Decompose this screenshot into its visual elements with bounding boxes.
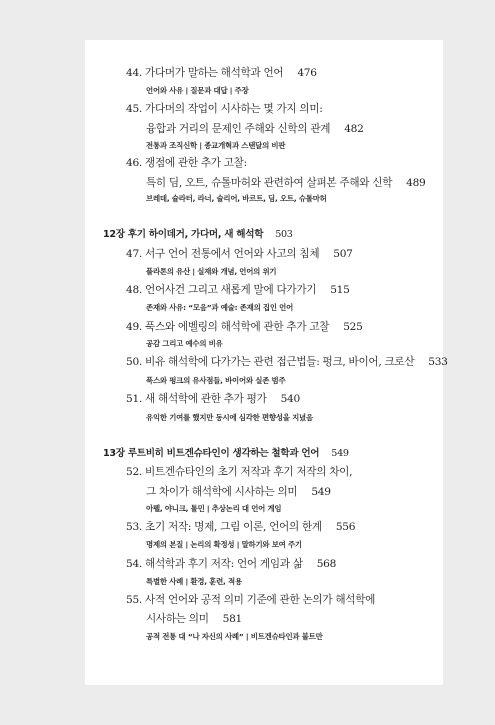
section-entry	[126, 158, 261, 169]
section-entry	[126, 322, 363, 333]
entry-title: 존재와 사유: “모음”과 예술: 존재의 집인 언어	[146, 303, 294, 312]
section-entry	[126, 559, 336, 570]
section-keywords	[146, 377, 285, 384]
entry-title: 특히 딤, 오트, 슈톨마허와 관련하여 살펴본 주해와 신학	[146, 177, 393, 189]
section-entry	[146, 124, 364, 135]
section-entry	[126, 104, 337, 115]
entry-title: 52. 비트겐슈타인의 초기 저작과 후기 저작의 차이,	[126, 466, 353, 478]
entry-title: 공적 전통 대 “나 자신의 사례” | 비트겐슈타인과 불트만	[146, 632, 323, 641]
page-number: 549	[331, 448, 349, 459]
entry-title: 그 차이가 해석학에 시사하는 의미	[146, 486, 298, 498]
section-keywords	[146, 505, 281, 512]
section-keywords	[146, 633, 323, 640]
section-entry	[126, 285, 350, 296]
page-number: 476	[297, 67, 317, 79]
entry-title: 13장 루트비히 비트겐슈타인이 생각하는 철학과 언어	[103, 448, 320, 459]
entry-title: 전통과 조직신학 | 종교개혁과 스탠달의 비판	[146, 141, 286, 150]
section-keywords	[146, 304, 293, 311]
page-number: 489	[406, 177, 426, 189]
entry-title: 48. 언어사건 그리고 새롭게 말에 다가가기	[126, 284, 317, 296]
entry-title: 언어와 사유 | 질문과 대답 | 주장	[146, 86, 249, 95]
chapter-heading	[103, 449, 349, 459]
page-number: 549	[311, 486, 331, 498]
entry-title: 공감 그리고 예수의 비유	[146, 339, 223, 348]
entry-title: 플라톤의 유산 | 실재와 개념, 언어의 위기	[146, 267, 277, 276]
section-entry	[146, 178, 425, 189]
entry-title: 브레데, 슐라터, 라너, 슐리어, 바르트, 딤, 오트, 슈톨마허	[146, 194, 327, 203]
section-entry	[126, 522, 355, 533]
section-entry	[126, 394, 300, 405]
page-number: 533	[428, 356, 448, 368]
section-keywords	[146, 195, 327, 202]
entry-title: 46. 쟁점에 관한 추가 고찰:	[126, 157, 247, 169]
section-keywords	[146, 340, 223, 347]
chapter-heading	[103, 230, 293, 240]
page-number: 515	[330, 284, 350, 296]
section-keywords	[146, 87, 249, 94]
section-entry	[126, 357, 448, 368]
entry-title: 47. 서구 언어 전통에서 언어와 사고의 침체	[126, 248, 320, 260]
entry-title: 12장 후기 하이데거, 가다머, 새 해석학	[103, 229, 264, 240]
page-number: 525	[343, 321, 363, 333]
entry-title: 44. 가다머가 말하는 해석학과 언어	[126, 67, 284, 79]
entry-title: 명제의 본질 | 논리의 확정성 | 말하기와 보여 주기	[146, 540, 302, 549]
page-number: 503	[275, 229, 293, 240]
entry-title: 특별한 사례 | 환경, 훈련, 적용	[146, 577, 242, 586]
entry-title: 융합과 거리의 문제인 주해와 신학의 관계	[146, 123, 331, 135]
entry-title: 45. 가다머의 작업이 시사하는 몇 가지 의미:	[126, 103, 323, 115]
entry-title: 유익한 기여를 했지만 동시에 심각한 편향성을 지녔음	[146, 413, 313, 422]
entry-title: 50. 비유 해석학에 다가가는 관련 접근법들: 펑크, 바이어, 크로산	[126, 356, 415, 368]
page-number: 568	[316, 558, 337, 570]
entry-title: 시사하는 의미	[146, 613, 209, 625]
page-number: 482	[344, 123, 364, 135]
entry-title: 푹스와 펑크의 유사점들, 바이어와 실존 범주	[146, 376, 286, 385]
page-number: 540	[280, 393, 300, 405]
section-entry	[126, 467, 366, 478]
page-number: 581	[222, 613, 242, 625]
section-entry	[146, 487, 331, 498]
entry-title: 53. 초기 저작: 명제, 그림 이론, 언어의 한계	[126, 521, 322, 533]
entry-title: 55. 사적 언어와 공적 의미 기준에 관한 논의가 해석학에	[126, 594, 376, 606]
section-keywords	[146, 541, 302, 548]
section-keywords	[146, 414, 313, 421]
entry-title: 49. 푹스와 에벨링의 해석학에 관한 추가 고찰	[126, 321, 330, 333]
section-entry	[146, 614, 242, 625]
section-keywords	[146, 142, 285, 149]
entry-title: 51. 새 해석학에 관한 추가 평가	[126, 393, 267, 405]
section-keywords	[146, 268, 276, 275]
section-entry	[126, 595, 389, 606]
page-number: 507	[333, 248, 353, 260]
page-number: 556	[335, 521, 356, 533]
section-entry	[126, 249, 353, 260]
section-keywords	[146, 578, 242, 585]
entry-title: 54. 해석학과 후기 저작: 언어 게임과 삶	[126, 558, 303, 570]
entry-title: 아펠, 야니크, 툴민 | 추상논리 대 언어 게임	[146, 504, 282, 513]
section-entry	[126, 68, 317, 79]
